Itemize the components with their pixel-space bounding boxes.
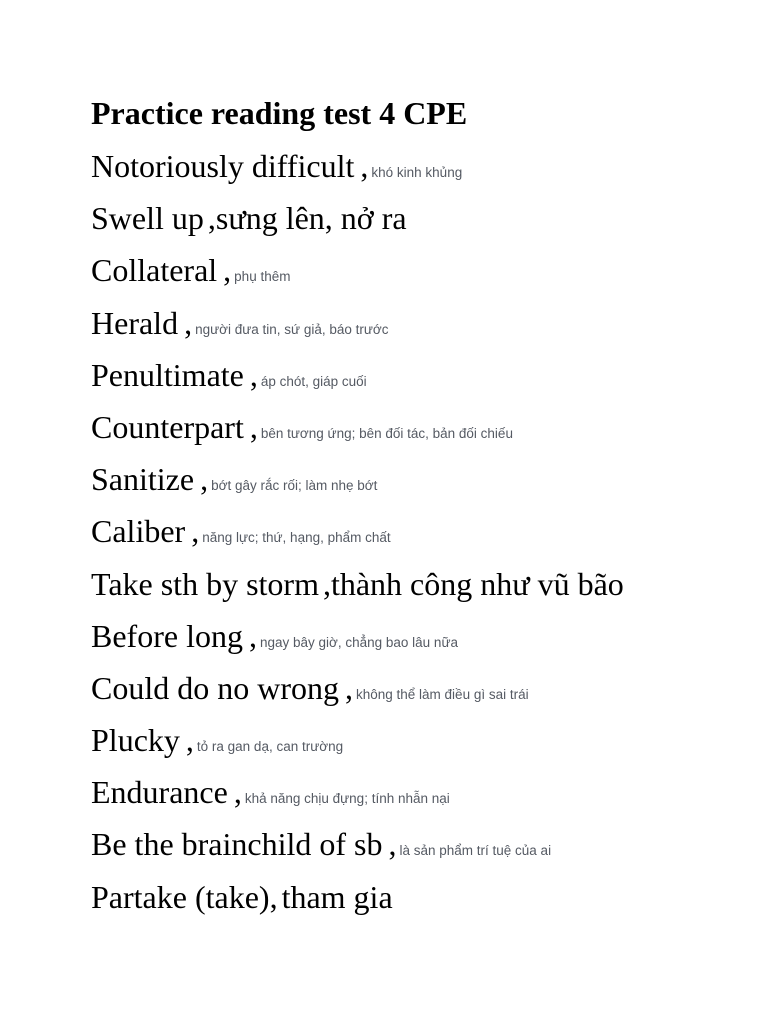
separator: , [345,669,353,706]
vocab-meaning: phụ thêm [234,269,291,285]
separator: , [249,408,258,445]
vocab-meaning: thành công như vũ bão [330,565,624,602]
vocab-entry-before-long [91,610,751,662]
separator: , [233,774,242,811]
vocab-meaning: bớt gây rắc rối; làm nhẹ bớt [211,478,378,494]
vocab-entry-could-do-no-wrong [91,662,751,714]
separator: , [388,826,397,863]
vocab-entry-herald [91,297,751,349]
vocab-term: Partake (take) [91,878,270,915]
vocab-term: Plucky [91,722,180,759]
vocab-meaning: sưng lên, nở ra [215,200,407,237]
vocab-term: Be the brainchild of sb [91,826,383,863]
vocab-term: Endurance [91,774,228,811]
vocab-entry-collateral [91,244,751,296]
vocab-meaning: khó kinh khủng [371,165,463,180]
vocab-meaning: là sản phẩm trí tuệ của ai [399,843,552,859]
vocab-meaning: áp chót, giáp cuối [260,373,367,389]
separator: , [223,252,232,289]
separator: , [200,461,209,498]
vocab-meaning: tỏ ra gan dạ, can trường [196,739,344,755]
vocab-entry-take-sth-by-storm [91,558,751,610]
vocab-meaning: người đưa tin, sứ giả, báo trước [195,321,389,337]
separator: , [322,565,331,602]
vocab-entry-brainchild [91,818,751,870]
vocab-meaning: bên tương ứng; bên đối tác, bản đối chiếu [260,425,513,441]
vocab-meaning: năng lực; thứ, hạng, phẩm chất [202,530,391,546]
vocab-entry-partake [91,871,751,923]
vocab-entry-notoriously-difficult [91,140,751,192]
vocab-term: Herald [91,304,179,341]
vocab-term: Penultimate [91,356,244,393]
vocab-term: Before long [91,617,243,654]
vocab-term: Swell up [91,200,204,237]
separator: , [184,304,193,341]
vocab-meaning: không thể làm điều gì sai trái [356,686,529,702]
vocab-entry-penultimate [91,349,751,401]
vocab-term: Sanitize [91,461,195,498]
vocab-entry-endurance [91,766,751,818]
vocab-meaning: tham gia [281,878,393,915]
vocab-meaning: khả năng chịu đựng; tính nhẫn nại [244,791,450,807]
vocab-term: Counterpart [91,408,244,445]
document-title: Practice reading test 4 CPE [91,95,468,131]
vocab-entry-swell-up [91,192,751,244]
separator: , [248,617,257,654]
vocab-entry-plucky [91,714,751,766]
separator: , [249,356,258,393]
separator: , [360,148,369,184]
separator: , [269,878,278,915]
vocab-meaning: ngay bây giờ, chẳng bao lâu nữa [259,634,458,650]
vocab-entry-sanitize [91,453,751,505]
vocab-entry-caliber [91,505,751,557]
separator: , [185,722,194,759]
vocab-term: Take sth by storm [91,565,319,602]
separator: , [191,513,200,550]
vocab-term: Could do no wrong [91,669,339,706]
separator: , [207,200,216,237]
vocab-term: Caliber [91,513,186,550]
document-page [91,92,751,923]
vocab-term: Collateral [91,252,218,289]
vocab-entry-counterpart [91,401,751,453]
vocab-term: Notoriously difficult [91,148,355,184]
